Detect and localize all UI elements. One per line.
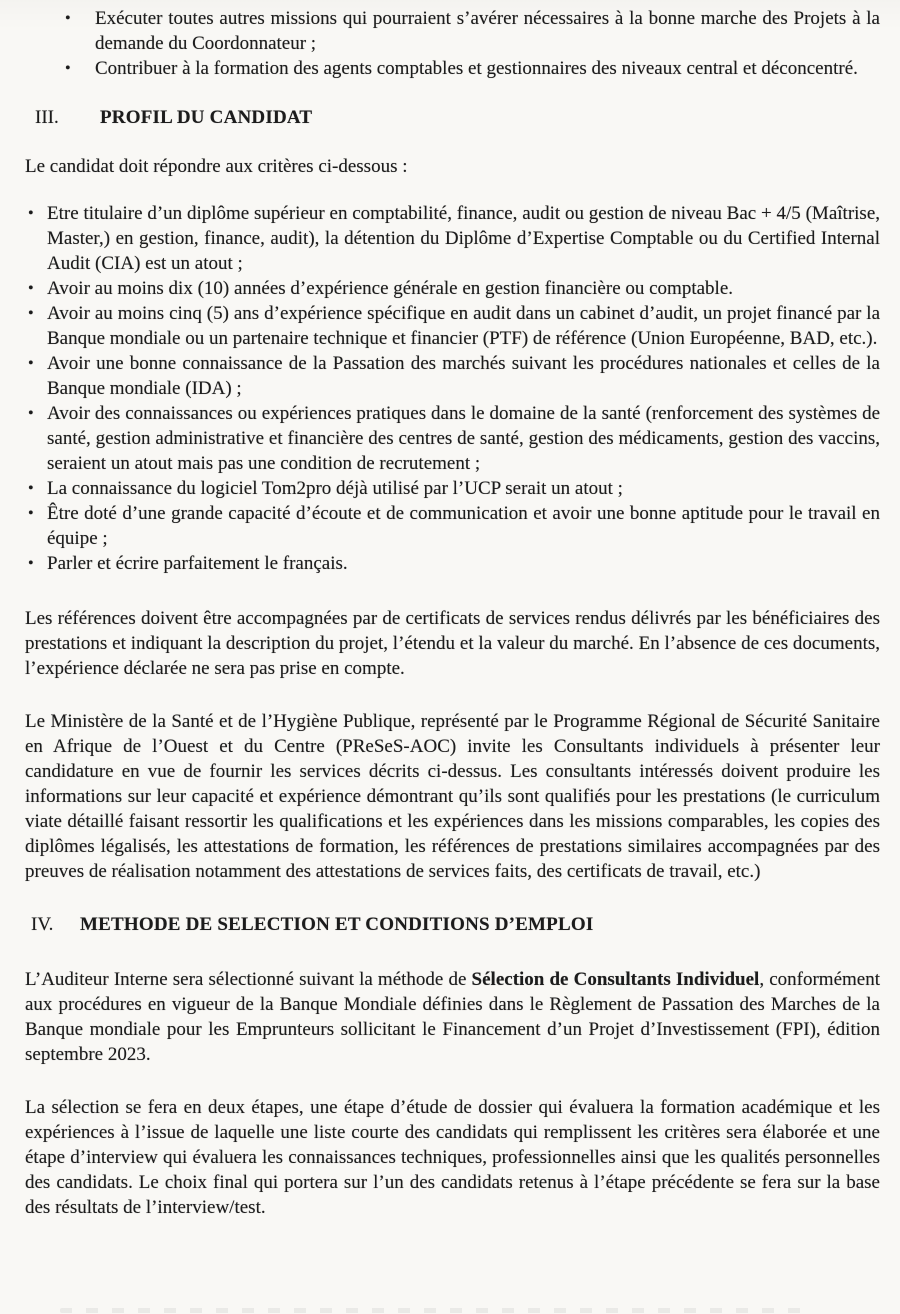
- bullet-icon: •: [28, 205, 34, 222]
- bullet-text: Avoir au moins dix (10) années d’expérience générale en gestion financière ou comptable.: [47, 278, 734, 299]
- section-title: METHODE DE SELECTION ET CONDITIONS D’EMPLOI: [80, 914, 594, 935]
- list-item: [28, 351, 880, 401]
- section-number: III.: [35, 107, 59, 128]
- list-item: [28, 401, 880, 476]
- bullet-text: Etre titulaire d’un diplôme supérieur en comptabilité, finance, audit ou gestion de niveau Bac + 4/5 (Maîtrise, Master,) en gestion, finance, audit), la détention du Diplôme d’Expertise Comptable ou du Certified Internal Audit (CIA) est un atout ;: [47, 203, 880, 274]
- bullet-text: Contribuer à la formation des agents comptables et gestionnaires des niveaux central et déconcentré.: [95, 58, 858, 79]
- list-item: [65, 56, 880, 81]
- bullet-text: Exécuter toutes autres missions qui pourraient s’avérer nécessaires à la bonne marche des Projets à la demande du Coordonnateur ;: [95, 8, 880, 54]
- list-item: [28, 501, 880, 551]
- bullet-icon: •: [28, 305, 34, 322]
- bullet-text: Avoir une bonne connaissance de la Passation des marchés suivant les procédures nationales et celles de la Banque mondiale (IDA) ;: [47, 353, 880, 399]
- text-run: L’Auditeur Interne sera sélectionné suivant la méthode de: [25, 969, 472, 990]
- bullet-text: Être doté d’une grande capacité d’écoute et de communication et avoir une bonne aptitude pour le travail en équipe ;: [47, 503, 880, 549]
- bullet-text: Avoir au moins cinq (5) ans d’expérience spécifique en audit dans un cabinet d’audit, un projet financé par la Banque mondiale ou un partenaire technique et financier (PTF) de référence (Union Européenne, BAD, etc.).: [47, 303, 880, 349]
- section-heading-methode: [25, 912, 880, 937]
- text-run: , conformément aux procédures en vigueur de la Banque Mondiale définies dans le Règlement de Passation des Marches de la Banque mondiale pour les Emprunteurs sollicitant le Financement d’un Projet d’Investissement (FPI), édition septembre 2023.: [25, 969, 880, 1065]
- bullet-text: Parler et écrire parfaitement le français.: [47, 553, 348, 574]
- bullet-icon: •: [65, 10, 71, 27]
- section-title: PROFIL DU CANDIDAT: [100, 107, 313, 128]
- text-run-bold: Sélection de Consultants Individuel: [471, 969, 760, 990]
- lead-paragraph: Le candidat doit répondre aux critères ci-dessous :: [25, 156, 408, 177]
- list-item: [28, 551, 880, 576]
- list-item: [28, 201, 880, 276]
- bullet-icon: •: [28, 480, 34, 497]
- paragraph-etapes: La sélection se fera en deux étapes, une étape d’étude de dossier qui évaluera la formation académique et les expériences à l’issue de laquelle une liste courte des candidats qui remplissent les critères sera élaborée et une étape d’interview qui évaluera les connaissances techniques, professionnelles ainsi que les qualités personnelles des candidats. Le choix final qui portera sur l’un des candidats retenus à l’étape précédente se fera sur la base des résultats de l’interview/test.: [25, 1097, 880, 1218]
- paragraph-ministere: Le Ministère de la Santé et de l’Hygiène Publique, représenté par le Programme Régional de Sécurité Sanitaire en Afrique de l’Ouest et du Centre (PReSeS-AOC) invite les Consultants individuels à présenter leur candidature en vue de fournir les services décrits ci-dessus. Les consultants intéressés doivent produire les informations sur leur capacité et expérience démontrant qu’ils sont qualifiés pour les prestations (le curriculum viate détaillé faisant ressortir les qualifications et les expériences dans les missions comparables, les copies des diplômes légalisés, les attestations de formation, les références de prestations similaires accompagnées par des preuves de réalisation notamment des attestations de services faits, des certificats de travail, etc.): [25, 711, 880, 882]
- bullet-text: La connaissance du logiciel Tom2pro déjà utilisé par l’UCP serait un atout ;: [47, 478, 623, 499]
- paragraph-selection: [25, 967, 880, 1067]
- list-item: [28, 476, 880, 501]
- bullet-icon: •: [28, 405, 34, 422]
- list-item: [28, 276, 880, 301]
- scan-cutoff-artifact: [60, 1308, 810, 1313]
- bullet-icon: •: [28, 355, 34, 372]
- list-item: [28, 301, 880, 351]
- bullet-text: Avoir des connaissances ou expériences pratiques dans le domaine de la santé (renforcement des systèmes de santé, gestion administrative et financière des centres de santé, gestion des médicaments, gestion des vaccins, seraient un atout mais pas une condition de recrutement ;: [47, 403, 880, 474]
- list-item: [65, 6, 880, 56]
- section-heading-profil: [25, 105, 880, 130]
- intro-bullet-list: [25, 6, 880, 81]
- bullet-icon: •: [28, 280, 34, 297]
- criteria-bullet-list: [25, 201, 880, 576]
- bullet-icon: •: [28, 505, 34, 522]
- bullet-icon: •: [65, 60, 71, 77]
- paragraph-references: Les références doivent être accompagnées par de certificats de services rendus délivrés par les bénéficiaires des prestations et indiquant la description du projet, l’étendu et la valeur du marché. En l’absence de ces documents, l’expérience déclarée ne sera pas prise en compte.: [25, 608, 880, 679]
- section-number: IV.: [31, 914, 54, 935]
- bullet-icon: •: [28, 555, 34, 572]
